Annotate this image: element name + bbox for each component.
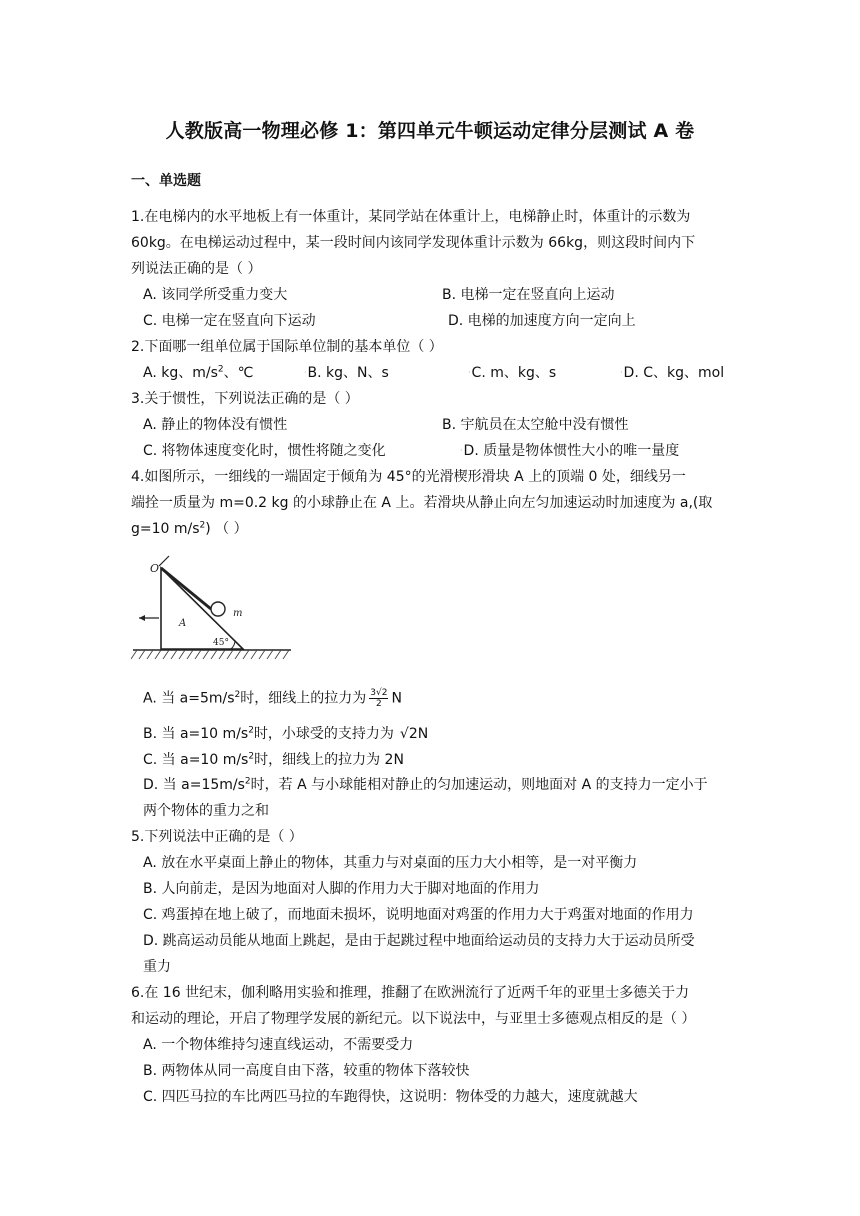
q6-option-a: A. 一个物体维持匀速直线运动，不需要受力 bbox=[143, 1037, 414, 1053]
q5-stem: 5.下列说法中正确的是（ ） bbox=[131, 829, 303, 845]
q6-stem-line-1: 6.在 16 世纪末，伽利略用实验和推理，推翻了在欧洲流行了近两千年的亚里士多德关于力 bbox=[131, 985, 690, 1001]
q4-stem-line-2: 端拴一质量为 m=0.2 kg 的小球静止在 A 上。若滑块从静止向左匀加速运动时加速度为 a,(取 bbox=[131, 495, 713, 511]
q1-option-a: A. 该同学所受重力变大 bbox=[143, 287, 288, 303]
q3-option-a: A. 静止的物体没有惯性 bbox=[143, 417, 288, 433]
q4-option-d: D. 当 $a=15m/s^2$时，若 A 与小球能相对静止的匀加速运动，则地面对 A 的支持力一定小于 bbox=[143, 776, 708, 793]
q5-option-d-cont: 重力 bbox=[143, 959, 171, 975]
q3-stem: 3.关于惯性，下列说法正确的是（ ） bbox=[131, 391, 359, 407]
q5-option-a: A. 放在水平桌面上静止的物体，其重力与对桌面的压力大小相等，是一对平衡力 bbox=[143, 855, 638, 871]
wedge-diagram bbox=[131, 553, 293, 665]
q3-option-c: C. 将物体速度变化时，惯性将随之变化 bbox=[143, 443, 386, 459]
q4-option-b: B. 当 a=10 $m/s^2$时，小球受的支持力为 √2N bbox=[143, 725, 429, 742]
q1-stem-line-1: 1.在电梯内的水平地板上有一体重计，某同学站在体重计上，电梯静止时，体重计的示数为 bbox=[131, 209, 691, 225]
q3-option-d: ·D. 质量是物体惯性大小的唯一量度 bbox=[460, 443, 680, 459]
q2-option-d: ·D. C、kg、mol bbox=[620, 365, 725, 381]
q3-option-b: B. 宇航员在太空舱中没有惯性 bbox=[442, 417, 629, 433]
q1-option-b: B. 电梯一定在竖直向上运动 bbox=[442, 287, 615, 303]
q5-option-d: D. 跳高运动员能从地面上跳起，是由于起跳过程中地面给运动员的支持力大于运动员所受 bbox=[143, 933, 695, 949]
q5-option-c: C. 鸡蛋掉在地上破了，而地面未损坏，说明地面对鸡蛋的作用力大于鸡蛋对地面的作用力 bbox=[143, 907, 694, 923]
q6-stem-line-2: 和运动的理论，开启了物理学发展的新纪元。以下说法中，与亚里士多德观点相反的是（ ） bbox=[131, 1011, 696, 1027]
fraction: $\frac{3√2}{2}$ bbox=[370, 688, 388, 709]
figure-label-angle: 45° bbox=[213, 638, 229, 648]
q4-option-a: A. 当 $a=5m/s^2$时，细线上的拉力为 $\frac{3√2}{2}$ N bbox=[143, 688, 402, 709]
q6-option-c: C. 四匹马拉的车比两匹马拉的车跑得快，这说明：物体受的力越大，速度就越大 bbox=[143, 1089, 638, 1105]
q4-option-d-cont: 两个物体的重力之和 bbox=[143, 803, 269, 819]
q1-stem-line-3: 列说法正确的是（ ） bbox=[131, 261, 262, 277]
q4-stem-line-3: g=10 $m/s^2$) （ ） bbox=[131, 520, 248, 537]
q5-option-b: B. 人向前走，是因为地面对人脚的作用力大于脚对地面的作用力 bbox=[143, 881, 540, 897]
q2-stem: 2.下面哪一组单位属于国际单位制的基本单位（ ） bbox=[131, 339, 443, 355]
q4-option-c: C. 当 a=10 $m/s^2$时，细线上的拉力为 2N bbox=[143, 751, 404, 768]
page-title: 人教版高一物理必修 1：第四单元牛顿运动定律分层测试 A 卷 bbox=[165, 120, 695, 142]
q2-option-c: ·C. m、kg、s bbox=[468, 365, 557, 381]
q2-option-b: ·B. kg、N、s bbox=[304, 365, 389, 381]
q4-stem-line-1: 4.如图所示，一细线的一端固定于倾角为 45°的光滑楔形滑块 A 上的顶端 0 处，细线另一 bbox=[131, 469, 686, 485]
figure-label-a: A bbox=[179, 618, 187, 629]
q2-option-a: A. kg、$m/s^2$、℃ bbox=[143, 364, 254, 381]
q1-option-d: D. 电梯的加速度方向一定向上 bbox=[448, 313, 636, 329]
section-heading: 一、单选题 bbox=[131, 173, 201, 189]
q1-stem-line-2: 60kg。在电梯运动过程中，某一段时间内该同学发现体重计示数为 66kg，则这段时间内下 bbox=[131, 235, 696, 251]
figure-label-m: m bbox=[233, 608, 243, 619]
q1-option-c: C. 电梯一定在竖直向下运动 bbox=[143, 313, 316, 329]
q6-option-b: B. 两物体从同一高度自由下落，较重的物体下落较快 bbox=[143, 1063, 470, 1079]
figure-label-o: O bbox=[150, 562, 160, 575]
